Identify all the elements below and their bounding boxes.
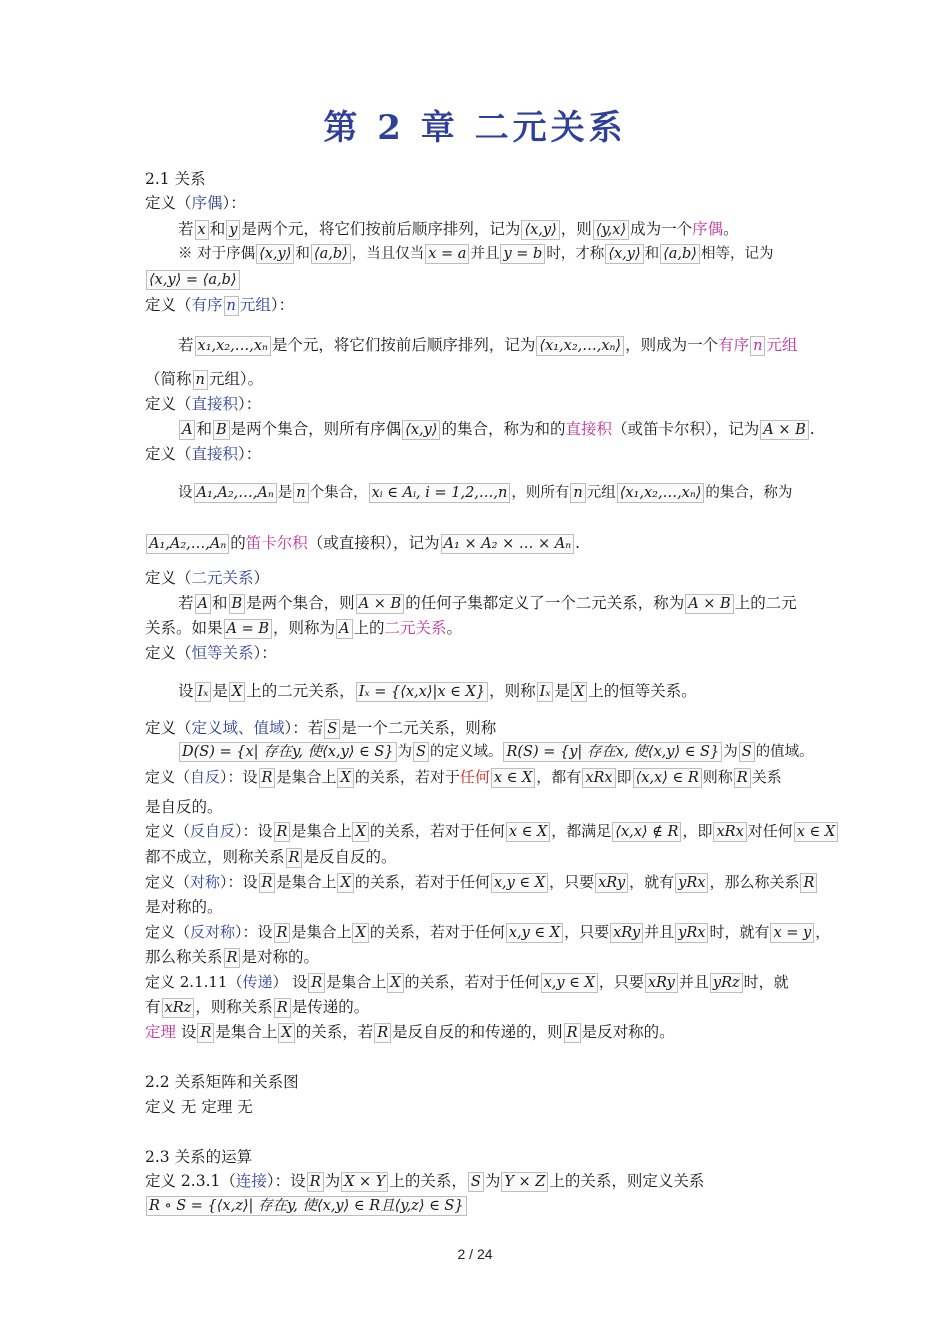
section-2-2-heading: 2.2 关系矩阵和关系图 [145, 1073, 299, 1091]
def-identity-relation-heading: 定义（恒等关系）： [145, 644, 277, 662]
page-number: 2 / 24 [457, 1246, 493, 1262]
def-reflexive-body-2: 是自反的。 [145, 798, 223, 816]
def-direct-product-2-body: 设 A₁,A₂,…,Aₙ 是 n 个集合， xᵢ ∈ Aᵢ, i = 1,2,…,n ，则所有 n 元组 ⟨x₁,x₂,…,xₙ⟩ 的集合，称为 [178, 485, 793, 501]
def-irreflexive-body-2: 都不成立，则称关系 R 是反自反的。 [145, 848, 397, 866]
def-direct-product-2-heading: 定义（直接积）： [145, 445, 262, 463]
section-2-3-heading: 2.3 关系的运算 [145, 1148, 253, 1166]
def-composition-formula: R ∘ S = {⟨x,z⟩| 存在y, 使⟨x,y⟩ ∈ R且⟨y,z⟩ ∈ S} [145, 1194, 815, 1216]
def-n-tuple-short: （简称 n 元组）。 [145, 370, 264, 388]
def-antisymmetric-body-2: 那么称关系 R 是对称的。 [145, 948, 319, 966]
def-transitive-body-2: 有 xRz ，则称关系 R 是传递的。 [145, 998, 370, 1016]
def-n-tuple-body: 若 x₁,x₂,…,xₙ 是个元，将它们按前后顺序排列，记为 ⟨x₁,x₂,…,xₙ⟩ ，则成为一个有序 n 元组 [178, 336, 798, 354]
def-transitive-body: 定义 2.1.11（传递） 设 R 是集合上 X 的关系，若对于任何 x,y ∈ X ，只要 xRy 并且 yRz 时，就 [145, 973, 789, 991]
theorem-label: 定理 [145, 1023, 177, 1041]
def-identity-relation-body: 设 Iₓ 是 X 上的二元关系， Iₓ = {⟨x,x⟩|x ∈ X} ，则称 Iₓ 是 X 上的恒等关系。 [178, 682, 697, 700]
term-ordered-pair: 序偶 [191, 194, 223, 212]
def-cartesian-product-body: A₁,A₂,…,Aₙ 的笛卡尔积（或直接积），记为 A₁ × A₂ × … × Aₙ . [145, 532, 815, 554]
theorem-body: 定理 设 R 是集合上 X 的关系，若 R 是反自反的和传递的，则 R 是反对称的。 [145, 1023, 675, 1041]
def-n-tuple-heading: 定义（有序 n 元组）： [145, 296, 295, 314]
def-antisymmetric-body: 定义（反对称）：设 R 是集合上 X 的关系，若对于任何 x,y ∈ X ，只要 xRy 并且 yRx 时，就有 x = y ， [145, 923, 831, 941]
highlight-any: 任何 [459, 768, 490, 786]
def-ordered-pair-body: 若 x 和 y 是两个元，将它们按前后顺序排列，记为 ⟨x,y⟩ ，则 ⟨y,x⟩ 成为一个序偶。 [178, 220, 739, 238]
def-symmetric-body: 定义（对称）：设 R 是集合上 X 的关系，若对于任何 x,y ∈ X ，只要 xRy ，就有 yRx ，那么称关系 R [145, 871, 815, 893]
section-2-1-heading: 2.1 关系 [145, 170, 206, 188]
def-symmetric-body-2: 是对称的。 [145, 898, 223, 916]
section-2-2-body: 定义 无 定理 无 [145, 1098, 253, 1116]
def-binary-relation-body-2: 关系。如果 A = B ，则称为 A 上的二元关系。 [145, 619, 463, 637]
ordered-pair-equality-note: ※ 对于序偶 ⟨x,y⟩ 和 ⟨a,b⟩ ，当且仅当 x = a 并且 y = b 时，才称 ⟨x,y⟩ 和 ⟨a,b⟩ 相等，记为 [178, 246, 774, 262]
term-ordered-pair-inline: 序偶 [692, 220, 724, 238]
def-direct-product-body: A 和 B 是两个集合，则所有序偶 ⟨x,y⟩ 的集合，称为和的直接积（或笛卡尔积），记为 A × B . [178, 418, 808, 440]
ordered-pair-equality-formula: ⟨x,y⟩ = ⟨a,b⟩ [145, 268, 815, 290]
def-irreflexive-body: 定义（反自反）：设 R 是集合上 X 的关系，若对于任何 x ∈ X ，都满足 ⟨x,x⟩ ∉ R ，即 xRx 对任何 x ∈ X [145, 820, 815, 842]
def-domain-range-body: D(S) = {x| 存在y, 使⟨x,y⟩ ∈ S} 为 S 的定义域。 R(S) = {y| 存在x, 使⟨x,y⟩ ∈ S} 为 S 的值域。 [178, 741, 808, 763]
def-direct-product-heading: 定义（直接积）： [145, 395, 262, 413]
def-binary-relation-heading: 定义（二元关系） [145, 569, 270, 587]
def-domain-range-heading: 定义（定义域、值域）：若 S 是一个二元关系，则称 [145, 719, 497, 737]
def-reflexive-body: 定义（自反）：设 R 是集合上 X 的关系，若对于任何 x ∈ X ，都有 xRx 即 ⟨x,x⟩ ∈ R 则称 R 关系 [145, 768, 782, 786]
def-composition-heading: 定义 2.3.1（连接）：设 R 为 X × Y 上的关系， S 为 Y × Z 上的关系，则定义关系 [145, 1172, 705, 1190]
chapter-title: 第 2 章 二元关系 [323, 108, 627, 148]
def-binary-relation-body: 若 A 和 B 是两个集合，则 A × B 的任何子集都定义了一个二元关系，称为 A × B 上的二元 [178, 594, 797, 612]
def-ordered-pair-heading: 定义（序偶）： [145, 194, 246, 212]
